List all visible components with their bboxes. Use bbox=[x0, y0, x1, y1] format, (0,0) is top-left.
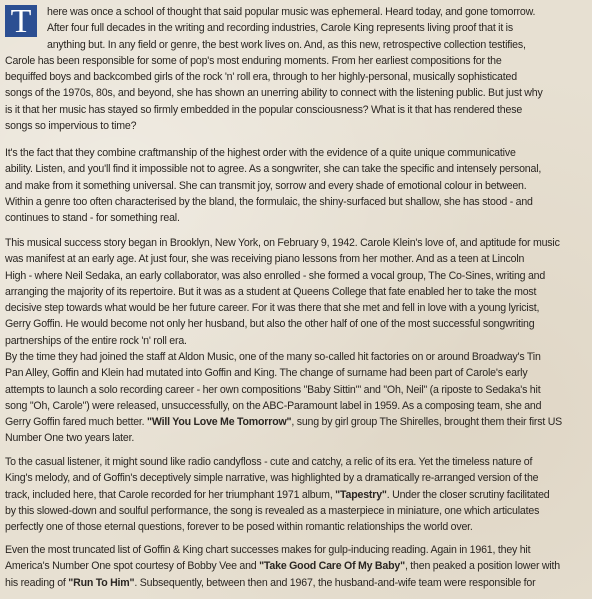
text-line: songs so impervious to time? bbox=[5, 120, 137, 133]
song-title: "Will You Love Me Tomorrow" bbox=[147, 416, 292, 429]
text-line: To the casual listener, it might sound like radio candyfloss - cute and catchy, a relic of its era. Yet the timeless nature of bbox=[5, 456, 533, 468]
text-line: anything but. In any field or genre, the best work lives on. And, as this new, retrospective collection testifies, bbox=[47, 38, 526, 51]
text-line: King's melody, and of Goffin's deceptively simple narrative, was highlighted by a dramatically re-arranged version of the bbox=[5, 472, 539, 485]
text-line: partnerships of the entire rock 'n' roll era. bbox=[5, 334, 187, 347]
text-line: Gerry Goffin. He would become not only her husband, but also the other half of one of the most successful songwriting bbox=[5, 318, 535, 331]
text-line: After four full decades in the writing and recording industries, Carole King represents living proof that it is bbox=[47, 22, 513, 35]
song-title: "Run To Him" bbox=[68, 576, 135, 589]
text-line: decisive step towards what would be her future career. For it was there that she met and fell in love with a young lyricist, bbox=[5, 302, 540, 315]
text-line: Gerry Goffin fared much better. "Will You Love Me Tomorrow", sung by girl group The Shirelles, brought them their first US bbox=[5, 416, 563, 429]
text-line: This musical success story began in Brooklyn, New York, on February 9, 1942. Carole Klein's love of, and aptitude for music bbox=[5, 237, 560, 249]
text-line: was manifest at an early age. At just four, she was receiving piano lessons from her mother. And as a teen at Lincoln bbox=[5, 253, 525, 266]
paragraph-5 bbox=[5, 454, 589, 535]
text-line: Number One two years later. bbox=[5, 432, 135, 445]
text-line: bequiffed boys and backcombed girls of the rock 'n' roll era, through to her highly-personal, musically sophisticated bbox=[5, 71, 517, 84]
text-line: attempts to launch a solo recording career - her own compositions "Baby Sittin'" and "Oh, Neil" (a riposte to Sedaka's hit bbox=[5, 383, 541, 396]
text-line: is it that her music has stayed so firmly embedded in the popular consciousness? What is it that has rendered these bbox=[5, 103, 523, 116]
text-line: songs of the 1970s, 80s, and beyond, she has shown an unerring ability to connect with the listening public. But just why bbox=[5, 87, 543, 100]
text-line: here was once a school of thought that said popular music was ephemeral. Heard today, and gone tomorrow. bbox=[47, 6, 536, 18]
text-line: Pan Alley, Goffin and Klein had mutated into Goffin and King. The change of surname had been part of Carole's early bbox=[5, 367, 528, 380]
text-line: and make from it something universal. She can transmit joy, sorrow and every shade of emotional colour in between. bbox=[5, 179, 527, 192]
text-line: By the time they had joined the staff at Aldon Music, one of the many so-called hit factories on or around Broadway's Tin bbox=[5, 351, 541, 363]
text-line: It's the fact that they combine craftmanship of the highest order with the evidence of a quite unique communicative bbox=[5, 147, 516, 159]
paragraph-4 bbox=[5, 349, 589, 447]
paragraph-1 bbox=[5, 4, 589, 134]
text-line: song "Oh, Carole") were released, unsuccessfully, on the ABC-Paramount label in 1959. As a composing team, she and bbox=[5, 399, 542, 412]
text-line: America's Number One spot courtesy of Bobby Vee and "Take Good Care Of My Baby", then peaked a position lower with bbox=[5, 560, 560, 573]
paragraph-6 bbox=[5, 542, 589, 591]
song-title: "Take Good Care Of My Baby" bbox=[259, 560, 405, 573]
text-line: track, included here, that Carole recorded for her triumphant 1971 album, "Tapestry". Under the closer scrutiny facilitated bbox=[5, 488, 550, 501]
text-line: continues to stand - for something real. bbox=[5, 212, 180, 225]
text-line: Carole has been responsible for some of pop's most enduring moments. From her earliest compositions for the bbox=[5, 54, 502, 67]
text-line: Even the most truncated list of Goffin & King chart successes makes for gulp-inducing reading. Again in 1961, they hit bbox=[5, 544, 531, 556]
paragraph-3 bbox=[5, 235, 589, 349]
song-title: "Tapestry" bbox=[335, 488, 387, 501]
text-line: by this slowed-down and soulful performance, the song is revealed as a masterpiece in miniature, one which articulates bbox=[5, 504, 540, 517]
text-line: arranging the majority of its repertoire. But it was as a student at Queens College that fate enabled her to take the most bbox=[5, 285, 537, 298]
text-line: perfectly one of those eternal questions, forever to be posed within romantic relationships the world over. bbox=[5, 521, 473, 534]
text-line: ability. Listen, and you'll find it impossible not to agree. As a songwriter, she can take the specific and intensely personal, bbox=[5, 163, 542, 176]
text-line: his reading of "Run To Him". Subsequently, between then and 1967, the husband-and-wife team were responsible for bbox=[5, 576, 536, 589]
text-line: Within a genre too often characterised by the bland, the formulaic, the shiny-surfaced but shallow, she has stood - and bbox=[5, 195, 533, 208]
paragraph-2 bbox=[5, 145, 589, 226]
text-line: High - where Neil Sedaka, an early collaborator, was also enrolled - she formed a vocal group, The Co-Sines, writing and bbox=[5, 269, 546, 282]
drop-cap: T bbox=[5, 5, 37, 37]
